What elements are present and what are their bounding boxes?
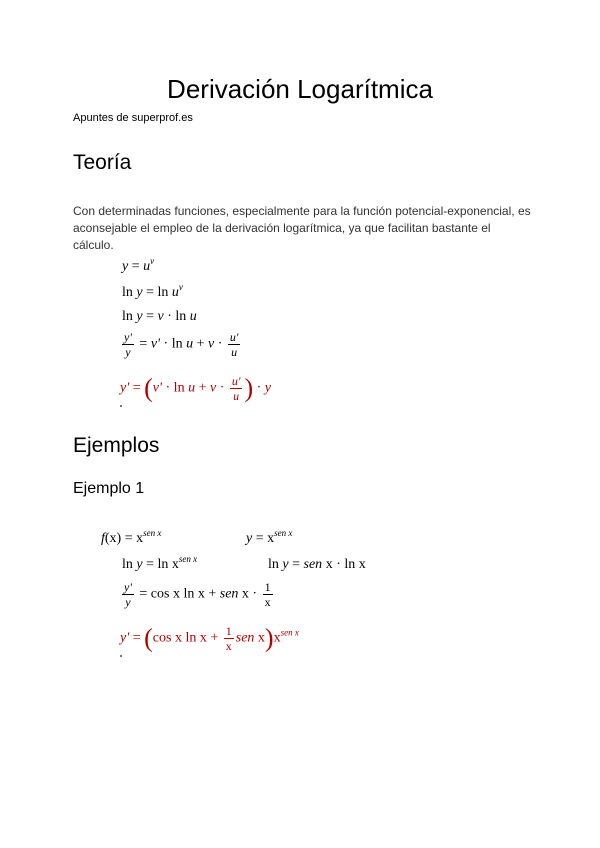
formula-teoria-1: $y = u^v$ bbox=[122, 256, 155, 274]
intro-paragraph: Con determinadas funciones, especialmente para la función potencial-exponencial, es aconsejable el empleo de la derivación logarítmica, ya que facilitan bastante el cálculo. bbox=[73, 204, 531, 252]
formula-teoria-3: ln y = v · ln u bbox=[122, 309, 197, 324]
anchor-mark bbox=[120, 405, 122, 407]
section-heading-teoria: Teoría bbox=[73, 151, 132, 174]
formula-ejemplo-1a: $f(x) = x^{sen x}$ bbox=[101, 528, 162, 546]
formula-ejemplo-3: $\frac{y'}{y}$ = cos x ln x + sen x · $\frac{1}{x}$ bbox=[124, 580, 271, 609]
formula-ejemplo-2a: $\ln y = \ln x^{sen x}$ bbox=[122, 554, 198, 572]
formula-teoria-4: $\frac{y'}{y}$ = v' · ln u + v · $\frac{u'}{u}$ bbox=[124, 330, 239, 359]
formula-ejemplo-1b: $y = x^{sen x}$ bbox=[246, 528, 293, 546]
formula-ejemplo-4-result: y' = (cos x ln x + $\frac{1}{x}$ sen $x)x^{sen x}$ bbox=[120, 623, 299, 653]
formula-teoria-2: $\ln y = \ln u^v$ bbox=[122, 282, 183, 300]
subsection-heading-ejemplo1: Ejemplo 1 bbox=[73, 480, 145, 497]
document-subtitle: Apuntes de superprof.es bbox=[73, 112, 193, 124]
document-title: Derivación Logarítmica bbox=[167, 74, 433, 104]
formula-ejemplo-2b: ln y = sen x · ln x bbox=[268, 557, 366, 572]
section-heading-ejemplos: Ejemplos bbox=[73, 434, 160, 457]
anchor-mark bbox=[120, 655, 122, 657]
formula-teoria-5-result: y' = (v' · ln u + v · $\frac{u'}{u}$ ) · y bbox=[120, 373, 272, 403]
